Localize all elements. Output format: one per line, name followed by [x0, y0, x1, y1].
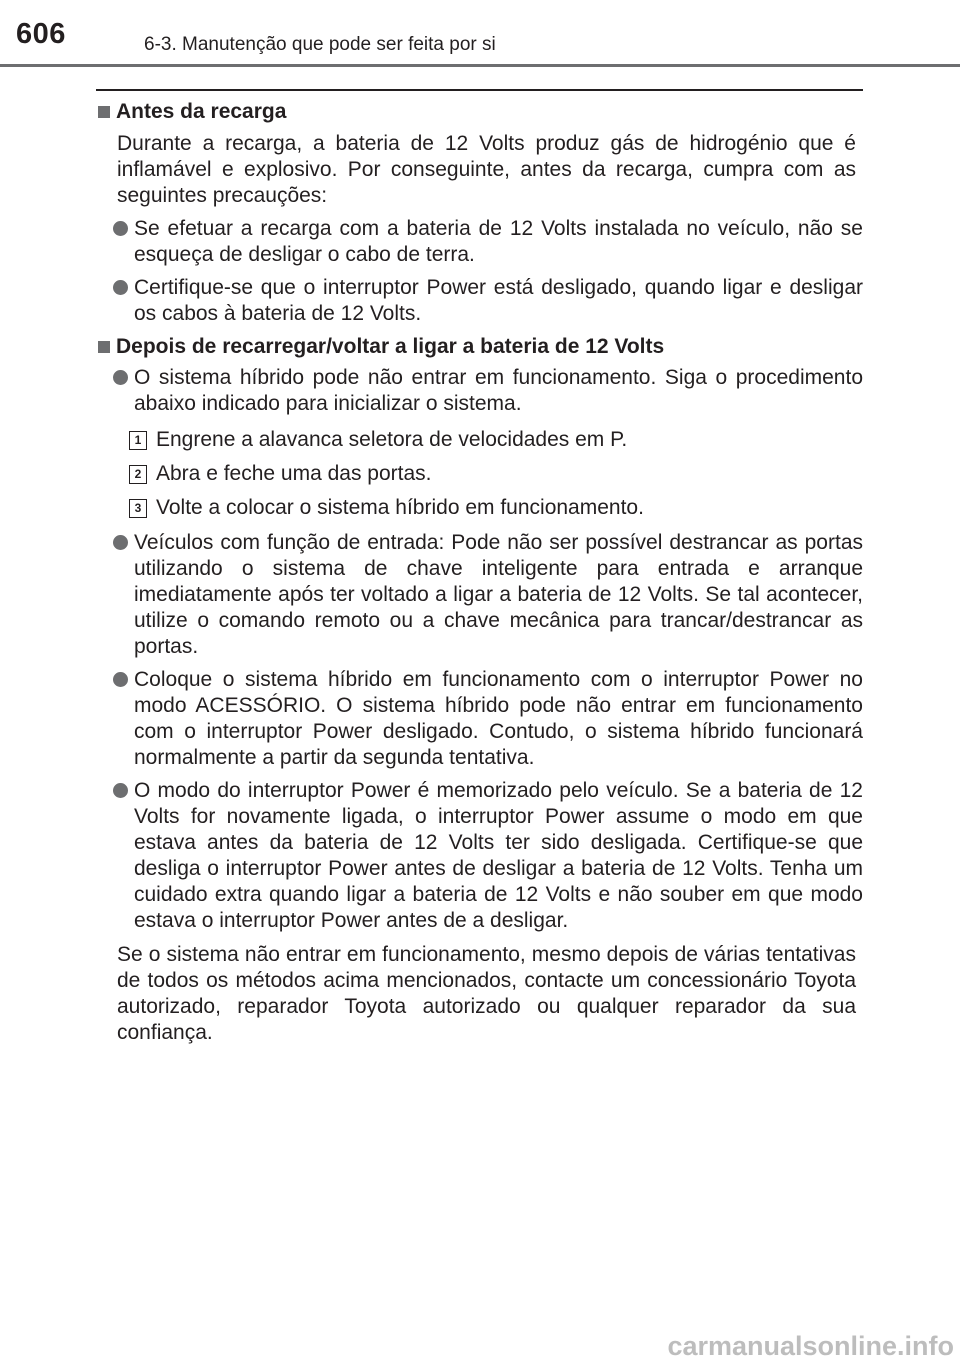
list-item-text: Se efetuar a recarga com a bateria de 12 Volts instalada no veículo, não se esqueça de desligar o cabo de terra.	[134, 217, 863, 266]
list-item	[96, 216, 863, 268]
round-bullet-icon	[113, 221, 128, 236]
list-item-text: O modo do interruptor Power é memorizado pelo veículo. Se a bateria de 12 Volts for novamente ligada, o interruptor Power assume o modo em que estava antes da bateria de 12 Volts ter sido desligada. Certifique-se que desliga o interruptor Power antes de desligar a bateria de 12 Volts. Tenha um cuidado extra quando ligar a bateria de 12 Volts e não souber em que modo estava o interruptor Power antes de a desligar.	[134, 779, 863, 932]
list-item	[96, 275, 863, 327]
step-item	[96, 427, 863, 453]
step-item	[96, 495, 863, 521]
heading-text: Depois de recarregar/voltar a ligar a bateria de 12 Volts	[116, 335, 665, 358]
list-item-text: O sistema híbrido pode não entrar em funcionamento. Siga o procedimento abaixo indicado para inicializar o sistema.	[134, 366, 863, 415]
list-item	[96, 365, 863, 417]
round-bullet-icon	[113, 783, 128, 798]
closing-paragraph: Se o sistema não entrar em funcionamento, mesmo depois de várias tentativas de todos os métodos acima mencionados, contacte um concessionário Toyota autorizado, reparador Toyota autorizado ou qualquer reparador da sua confiança.	[117, 943, 856, 1044]
step-text: Engrene a alavanca seletora de velocidades em P.	[156, 428, 628, 451]
step-number-box: 3	[129, 499, 147, 518]
step-item	[96, 461, 863, 487]
page-content	[96, 95, 863, 1046]
list-item	[96, 667, 863, 771]
heading-antes-da-recarga	[96, 99, 863, 125]
round-bullet-icon	[113, 535, 128, 550]
list-item-text: Coloque o sistema híbrido em funcionamento com o interruptor Power no modo ACESSÓRIO. O sistema híbrido pode não entrar em funcionamento com o interruptor Power desligado. Contudo, o sistema híbrido funcionará normalmente a partir da segunda tentativa.	[134, 668, 863, 769]
watermark: carmanualsonline.info	[667, 1331, 954, 1361]
step-number-box: 2	[129, 465, 147, 484]
step-text: Volte a colocar o sistema híbrido em funcionamento.	[156, 496, 644, 519]
step-number-box: 1	[129, 431, 147, 450]
round-bullet-icon	[113, 672, 128, 687]
round-bullet-icon	[113, 280, 128, 295]
square-bullet-icon	[98, 341, 110, 353]
step-text: Abra e feche uma das portas.	[156, 462, 432, 485]
list-item	[96, 778, 863, 934]
intro-paragraph: Durante a recarga, a bateria de 12 Volts produz gás de hidrogénio que é inflamável e explosivo. Por conseguinte, antes da recarga, cumpra com as seguintes precauções:	[117, 132, 856, 207]
list-item-text: Veículos com função de entrada: Pode não ser possível destrancar as portas utilizando o sistema de chave inteligente para entrada e arranque imediatamente após ter voltado a ligar a bateria de 12 Volts. Se tal acontecer, utilize o comando remoto ou a chave mecânica para trancar/destrancar as portas.	[134, 531, 863, 658]
heading-depois-de-recarregar	[96, 334, 863, 360]
list-item-text: Certifique-se que o interruptor Power está desligado, quando ligar e desligar os cabos à bateria de 12 Volts.	[134, 276, 863, 325]
page-number: 606	[16, 18, 66, 50]
list-item	[96, 530, 863, 660]
content-divider	[96, 89, 863, 91]
heading-text: Antes da recarga	[116, 100, 287, 123]
header-divider	[0, 64, 960, 67]
page-header	[0, 0, 960, 66]
square-bullet-icon	[98, 106, 110, 118]
section-title: 6-3. Manutenção que pode ser feita por si	[144, 34, 496, 55]
round-bullet-icon	[113, 370, 128, 385]
